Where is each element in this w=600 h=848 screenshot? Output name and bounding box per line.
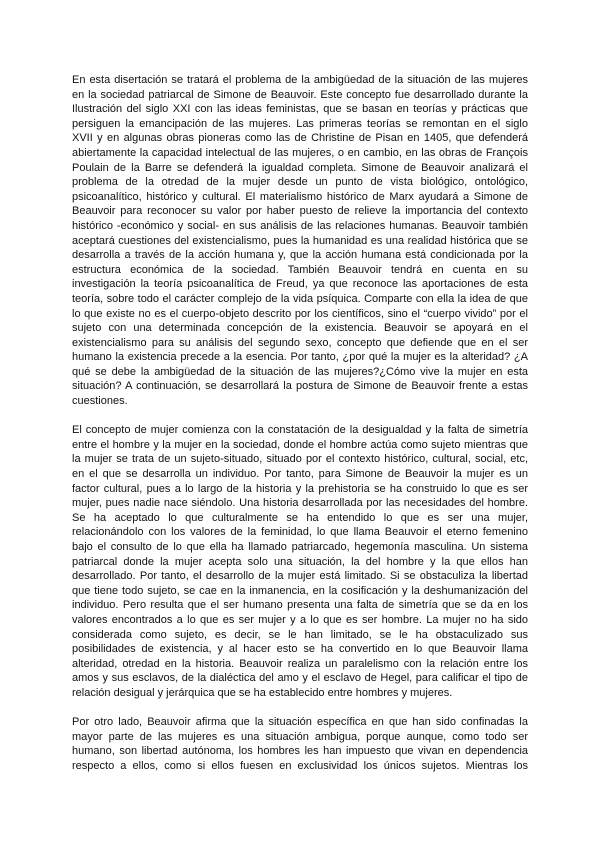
text-line: amos y sus esclavos, de la dialéctica del amo y el esclavo de Hegel, para calificar el tipo de <box>72 672 528 685</box>
text-line: El concepto de mujer comienza con la constatación de la desigualdad y la falta de simetría <box>72 424 528 437</box>
text-line: problema de la otredad de la mujer desde un punto de vista biológico, ontológico, <box>72 176 528 189</box>
text-line: cuestiones. <box>72 395 128 408</box>
text-line: respecto a ellos, como si ellos fuesen en exclusividad los únicos sujetos. Mientras los <box>72 759 528 772</box>
text-line: patriarcal donde la mujer acepta solo una situación, la del hombre y la que ellos han <box>72 555 528 568</box>
text-line: mujer, pues nadie nace siéndolo. Una historia desarrollada por las necesidades del hombre. <box>72 497 528 510</box>
text-line: humano, son libertad autónoma, los hombres les han impuesto que vivan en dependencia <box>72 745 528 758</box>
text-line: desarrollado. Por tanto, el desarrollo de la mujer está limitado. Si se obstaculiza la libertad <box>72 570 528 583</box>
text-line: valores encontrados a lo que es ser mujer y a lo que es ser hombre. La mujer no ha sido <box>72 613 528 626</box>
text-line: Se ha aceptado lo que culturalmente se ha entendido lo que es ser una mujer, <box>72 511 528 524</box>
text-line: teoría, sobre todo el carácter complejo de la vida psíquica. Comparte con ella la idea de que <box>72 292 528 305</box>
text-line: entre el hombre y la mujer en la sociedad, donde el hombre actúa como sujeto mientras que <box>72 438 528 451</box>
text-line: lo que existe no es el cuerpo-objeto descrito por los científicos, sino el “cuerpo vivido” por el <box>72 307 528 320</box>
text-line: abiertamente la capacidad intelectual de las mujeres, o en cambio, en las obras de François <box>72 146 528 159</box>
paragraph <box>72 423 528 700</box>
text-line: psicoanalítico, histórico y cultural. El materialismo histórico de Marx ayudará a Simone de <box>72 190 528 203</box>
text-line: estructura económica de la sociedad. También Beauvoir tendrá en cuenta en su <box>72 263 528 276</box>
text-line: desarrolla a través de la acción humana y, que la acción humana está condicionada por la <box>72 249 528 262</box>
text-line: la mujer se trata de un sujeto-situado, situado por el contexto histórico, cultural, social, etc, <box>72 453 528 466</box>
text-line: bajo el consulto de lo que ella ha llamado patriarcado, hegemonía masculina. Un sistema <box>72 541 528 553</box>
text-line: qué se debe la ambigüedad de la situación de las mujeres?¿Cómo vive la mujer en esta <box>72 365 528 378</box>
text-line: en la sociedad patriarcal de Simone de Beauvoir. Este concepto fue desarrollado durante la <box>72 88 528 101</box>
text-line: considerada como sujeto, es decir, se le han limitado, se le ha obstaculizado sus <box>72 628 528 641</box>
document-page <box>72 73 528 788</box>
text-line: En esta disertación se tratará el problema de la ambigüedad de la situación de las mujeres <box>72 74 528 86</box>
text-line: factor cultural, pues a lo largo de la historia y la prehistoria se ha construido lo que es ser <box>72 482 528 495</box>
text-line: relación desigual y jerárquica que se ha establecido entre hombres y mujeres. <box>72 686 453 699</box>
text-line: Ilustración del siglo XXI con las ideas feministas, que se basan en teorías y prácticas que <box>72 103 528 116</box>
text-line: Poulain de la Barre se defenderá la igualdad completa. Simone de Beauvoir analizará el <box>72 161 528 174</box>
text-line: Por otro lado, Beauvoir afirma que la situación específica en que han sido confinadas la <box>72 716 528 729</box>
text-line: aceptará cuestiones del existencialismo, pues la humanidad es una realidad histórica que se <box>72 234 528 247</box>
text-line: posibilidades de existencia, y al hacer esto se ha convertido en lo que Beauvoir llama <box>72 643 528 656</box>
text-line: investigación la teoría psicoanalítica de Freud, ya que reconoce las aportaciones de esta <box>72 278 528 291</box>
text-line: sujeto con una determinada concepción de la existencia. Beauvoir se apoyará en el <box>72 322 528 335</box>
paragraph <box>72 73 528 409</box>
text-line: existencialismo para su análisis del segundo sexo, concepto que defiende que en el ser <box>72 336 528 349</box>
text-line: XVII y en algunas obras pioneras como las de Christine de Pisan en 1405, que defenderá <box>72 132 528 145</box>
text-line: Beauvoir para reconocer su valor por haber puesto de relieve la importancia del contexto <box>72 205 528 218</box>
text-line: relacionándolo con los valores de la feminidad, lo que llama Beauvoir el eterno femenino <box>72 526 528 539</box>
text-line: persiguen la emancipación de las mujeres. Las primeras teorías se remontan en el siglo <box>72 117 528 130</box>
text-line: situación? A continuación, se desarrollará la postura de Simone de Beauvoir frente a estas <box>72 380 528 393</box>
text-line: histórico -económico y social- en sus análisis de las relaciones humanas. Beauvoir también <box>72 219 528 232</box>
text-line: humano la existencia precede a la esencia. Por tanto, ¿por qué la mujer es la alteridad? ¿A <box>72 351 528 364</box>
text-line: individuo. Pero resulta que el ser humano presenta una falta de simetría que se da en los <box>72 599 528 612</box>
text-line: que tiene todo sujeto, se cae en la inmanencia, en la cosificación y la deshumanización del <box>72 584 528 597</box>
text-line: mayor parte de las mujeres es una situación ambigua, porque aunque, como todo ser <box>72 730 528 743</box>
text-line: alteridad, otredad en la historia. Beauvoir realiza un paralelismo con la relación entre los <box>72 657 528 670</box>
text-line: en el que se desarrolla un individuo. Por tanto, para Simone de Beauvoir la mujer es un <box>72 468 528 481</box>
paragraph <box>72 715 528 773</box>
